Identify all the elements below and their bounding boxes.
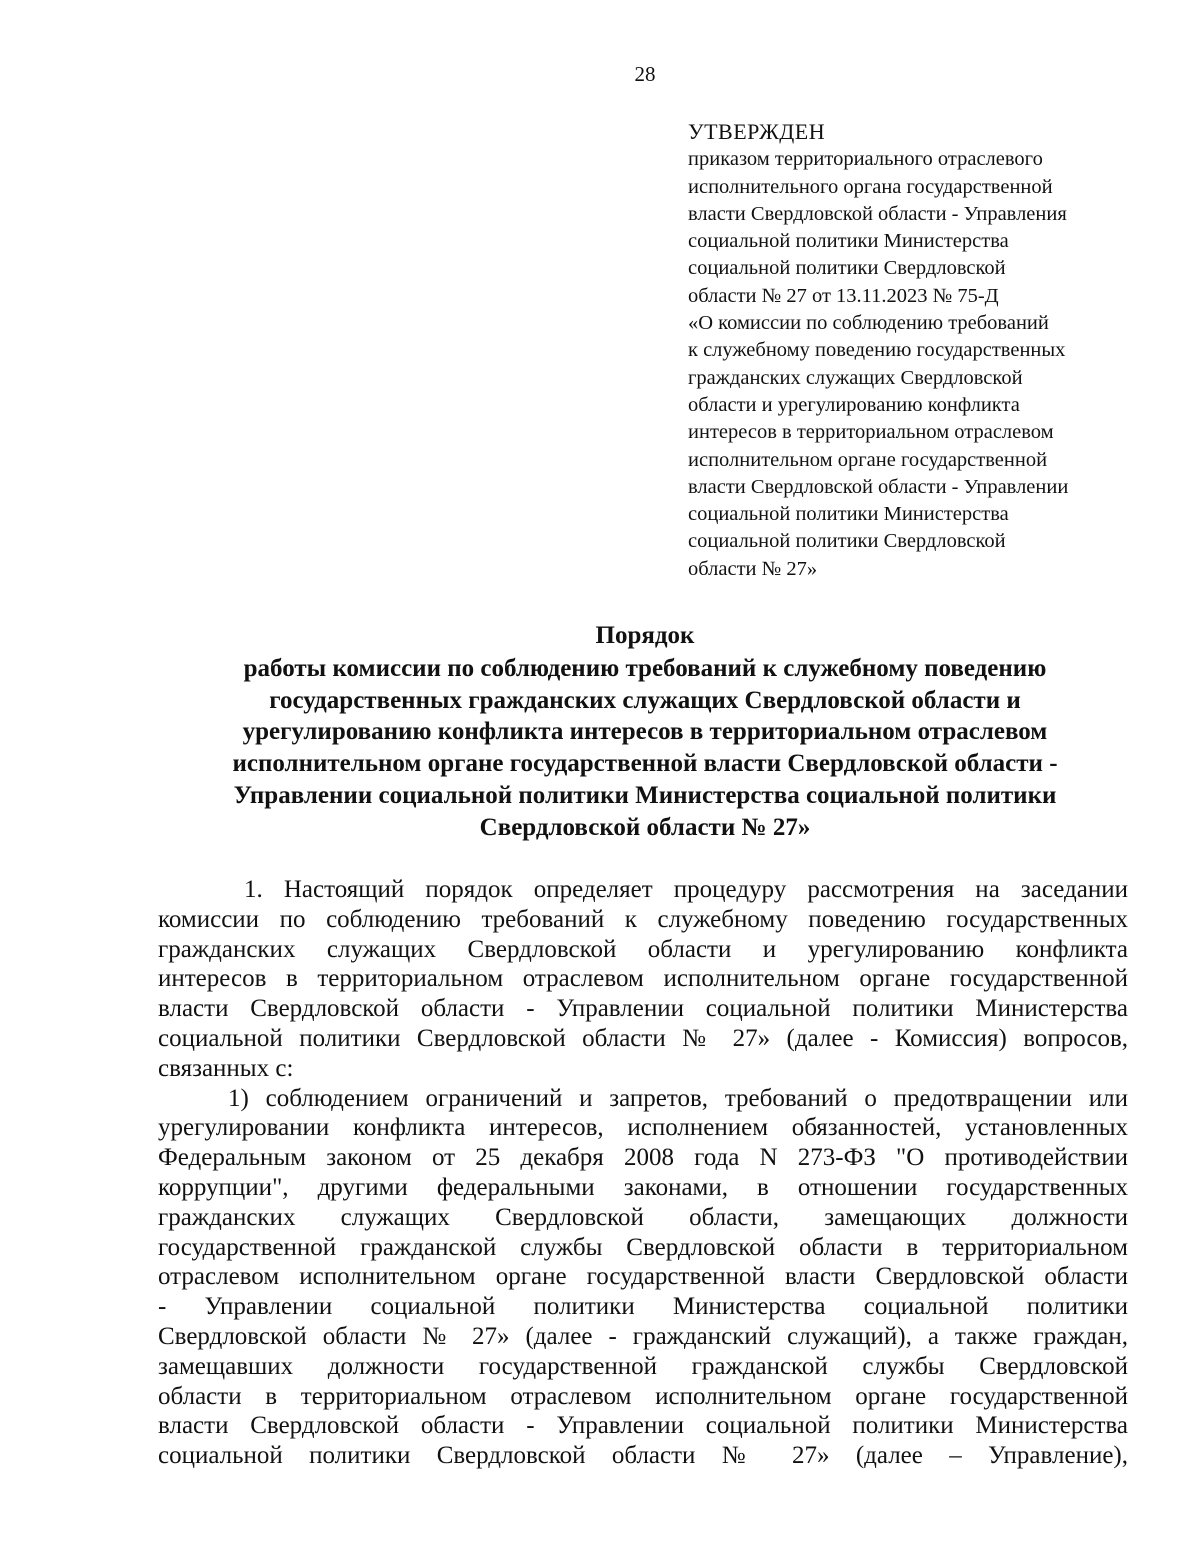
approval-line: власти Свердловской области - Управлении	[688, 475, 1069, 498]
body-line: гражданских служащих Свердловской области, замещающих должности	[158, 1203, 1128, 1231]
document-subtitle-line: исполнительном органе государственной власти Свердловской области -	[232, 750, 1058, 778]
approval-line: исполнительного органа государственной	[688, 175, 1053, 198]
approval-line: интересов в территориальном отраслевом	[688, 421, 1054, 444]
document-subtitle-line: Управлении социальной политики Министерства социальной политики	[233, 781, 1057, 809]
approval-line: области и урегулированию конфликта	[688, 393, 1020, 416]
approval-line: социальной политики Свердловской	[688, 530, 1006, 553]
body-line: гражданских служащих Свердловской области и урегулированию конфликта	[158, 935, 1128, 963]
approval-stamp-block	[688, 118, 1158, 583]
approval-line: к служебному поведению государственных	[688, 339, 1066, 362]
approval-line: власти Свердловской области - Управления	[688, 202, 1067, 225]
page-number: 28	[634, 62, 656, 86]
body-line: интересов в территориальном отраслевом исполнительном органе государственной	[158, 965, 1128, 993]
body-line: социальной политики Свердловской области № 27» (далее – Управление),	[158, 1442, 1128, 1470]
body-line: комиссии по соблюдению требований к служебному поведению государственных	[158, 905, 1128, 933]
body-line: - Управлении социальной политики Министерства социальной политики	[158, 1293, 1128, 1321]
document-subtitle-line: работы комиссии по соблюдению требований к служебному поведению	[243, 654, 1047, 682]
document-subtitle-line: урегулированию конфликта интересов в территориальном отраслевом	[242, 718, 1048, 746]
body-line: урегулировании конфликта интересов, исполнением обязанностей, установленных	[158, 1114, 1128, 1142]
body-line: замещавших должности государственной гражданской службы Свердловской	[158, 1352, 1128, 1380]
body-line: коррупции", другими федеральными законами, в отношении государственных	[158, 1173, 1128, 1201]
body-line: социальной политики Свердловской области № 27» (далее - Комиссия) вопросов,	[158, 1024, 1128, 1052]
document-subtitle-line: Свердловской области № 27»	[479, 813, 811, 841]
body-line: 1) соблюдением ограничений и запретов, требований о предотвращении или	[228, 1084, 1128, 1112]
approval-line: гражданских служащих Свердловской	[688, 366, 1023, 389]
approval-line: социальной политики Свердловской	[688, 257, 1006, 280]
body-line: Свердловской области № 27» (далее - гражданский служащий), а также граждан,	[158, 1322, 1128, 1350]
body-line: власти Свердловской области - Управлении социальной политики Министерства	[158, 1412, 1128, 1440]
document-body	[158, 875, 1128, 1471]
approval-line: социальной политики Министерства	[688, 503, 1009, 526]
body-line: отраслевом исполнительном органе государственной власти Свердловской области	[158, 1263, 1128, 1291]
body-line: государственной гражданской службы Свердловской области в территориальном	[158, 1233, 1128, 1261]
approval-line: «О комиссии по соблюдению требований	[688, 312, 1049, 335]
list-item-1	[158, 1084, 1128, 1471]
body-line: связанных с:	[158, 1054, 294, 1082]
document-subtitle-line: государственных гражданских служащих Свердловской области и	[269, 686, 1021, 714]
approval-line: социальной политики Министерства	[688, 230, 1009, 253]
body-line: области в территориальном отраслевом исполнительном органе государственной	[158, 1382, 1128, 1410]
approval-line: области № 27»	[688, 557, 818, 580]
body-line: Федеральным законом от 25 декабря 2008 года N 273-ФЗ "О противодействии	[158, 1144, 1128, 1172]
paragraph-1	[158, 875, 1128, 1084]
body-line: 1. Настоящий порядок определяет процедуру рассмотрения на заседании	[244, 876, 1128, 903]
approval-line: исполнительном органе государственной	[688, 448, 1048, 471]
approval-heading: УТВЕРЖДЕН	[688, 119, 826, 144]
document-title-block	[150, 620, 1140, 844]
approval-line: приказом территориального отраслевого	[688, 148, 1043, 171]
body-line: власти Свердловской области - Управлении социальной политики Министерства	[158, 995, 1128, 1023]
document-title: Порядок	[595, 622, 695, 649]
approval-line: области № 27 от 13.11.2023 № 75-Д	[688, 284, 999, 307]
